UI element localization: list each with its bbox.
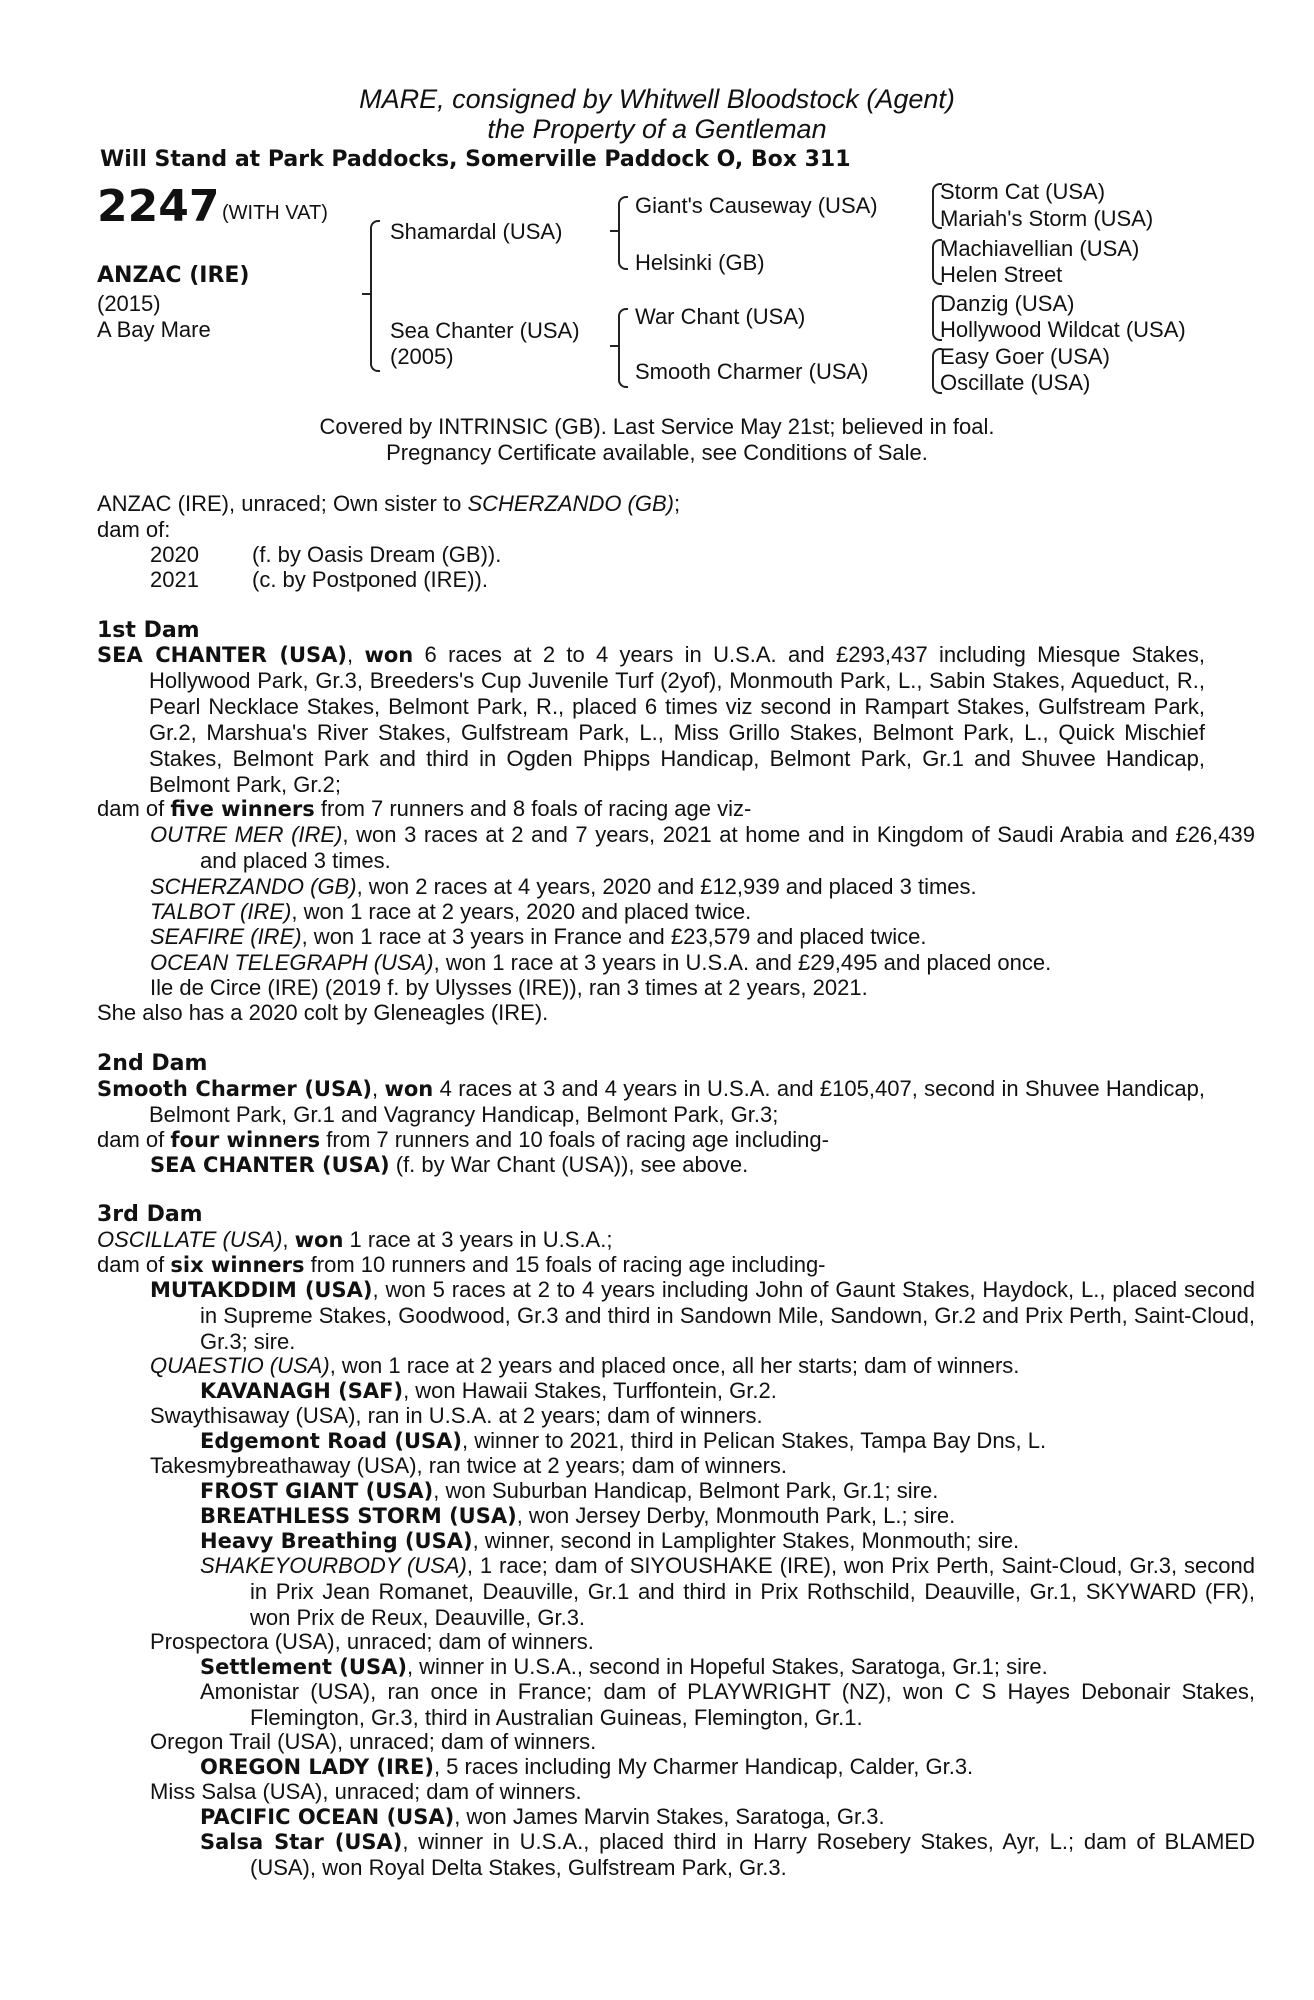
second-dam-produce: SEA CHANTER (USA) (f. by War Chant (USA)), see above. <box>150 1152 749 1177</box>
produce-heavy-breathing: Heavy Breathing (USA), winner, second in Lamplighter Stakes, Monmouth; sire. <box>200 1528 1020 1553</box>
produce-oregon-lady: OREGON LADY (IRE), 5 races including My Charmer Handicap, Calder, Gr.3. <box>200 1754 974 1779</box>
pedigree-sss: Storm Cat (USA) <box>940 179 1106 204</box>
lot-number: 2247 <box>97 181 220 232</box>
produce-mutakddim: MUTAKDDIM (USA), won 5 races at 2 to 4 years including John of Gaunt Stakes, Haydock, L., placed second in Supreme Stakes, Goodwood, Gr.3 and third in Sandown Mile, Sandown, Gr.2 and Prix Perth, Saint-Cloud, Gr.3; sire. <box>150 1277 1255 1354</box>
produce-edgemont: Edgemont Road (USA), winner to 2021, third in Pelican Stakes, Tampa Bay Dns, L. <box>200 1428 1047 1453</box>
foal-year: 2021 <box>150 567 199 592</box>
pedigree-brace-dam-tip <box>610 345 618 347</box>
produce-prospectora: Prospectora (USA), unraced; dam of winners. <box>150 1629 594 1654</box>
produce-salsa-star: Salsa Star (USA), winner in U.S.A., placed third in Harry Rosebery Stakes, Ayr, L.; dam of BLAMED (USA), won Royal Delta Stakes, Gulfstream Park, Gr.3. <box>200 1829 1255 1880</box>
first-dam-heading: 1st Dam <box>97 618 200 643</box>
pedigree-brace-sire <box>618 196 628 270</box>
pedigree-dds: Easy Goer (USA) <box>940 344 1110 369</box>
pedigree-dam-sire: War Chant (USA) <box>635 304 806 329</box>
pedigree-brace-dam <box>618 308 628 388</box>
pedigree-sdd: Helen Street <box>940 262 1063 287</box>
produce-quaestio: QUAESTIO (USA), won 1 race at 2 years and placed once, all her starts; dam of winners. <box>150 1353 1020 1378</box>
intro-line: ANZAC (IRE), unraced; Own sister to SCHERZANDO (GB); <box>97 491 681 516</box>
second-dam-heading: 2nd Dam <box>97 1051 208 1076</box>
second-dam-paragraph: Smooth Charmer (USA), won 4 races at 3 and 4 years in U.S.A. and £105,407, second in Shuvee Handicap, Belmont Park, Gr.1 and Vagrancy Handicap, Belmont Park, Gr.3; <box>97 1076 1205 1127</box>
third-dam-heading: 3rd Dam <box>97 1202 203 1227</box>
covered-line-2: Pregnancy Certificate available, see Conditions of Sale. <box>386 440 928 465</box>
third-dam-line: OSCILLATE (USA), won 1 race at 3 years in U.S.A.; <box>97 1227 613 1252</box>
produce-pacific-ocean: PACIFIC OCEAN (USA), won James Marvin Stakes, Saratoga, Gr.3. <box>200 1804 885 1829</box>
first-dam-also: She also has a 2020 colt by Gleneagles (IRE). <box>97 1000 549 1025</box>
pedigree-sds: Machiavellian (USA) <box>940 236 1140 261</box>
pedigree-brace-main <box>370 220 380 372</box>
pedigree-ddd: Oscillate (USA) <box>940 370 1091 395</box>
produce-kavanagh: KAVANAGH (SAF), won Hawaii Stakes, Turffontein, Gr.2. <box>200 1378 777 1403</box>
foal-text: (c. by Postponed (IRE)). <box>252 567 488 592</box>
produce-breathless-storm: BREATHLESS STORM (USA), won Jersey Derby, Monmouth Park, L.; sire. <box>200 1503 956 1528</box>
first-dam-paragraph: SEA CHANTER (USA), won 6 races at 2 to 4 years in U.S.A. and £293,437 including Miesque Stakes, Hollywood Park, Gr.3, Breeders's Cup Juvenile Turf (2yof), Monmouth Park, L., Sabin Stakes, Aqueduct, R., Pearl Necklace Stakes, Belmont Park, R., placed 6 times viz second in Rampart Stakes, Gulfstream Park, Gr.2, Marshua's River Stakes, Gulfstream Park, L., Miss Grillo Stakes, Belmont Park, L., Quick Mischief Stakes, Belmont Park and third in Ogden Phipps Handicap, Belmont Park, Gr.1 and Shuvee Handicap, Belmont Park, Gr.2; <box>97 642 1205 797</box>
produce-swaythisaway: Swaythisaway (USA), ran in U.S.A. at 2 years; dam of winners. <box>150 1403 763 1428</box>
horse-name: ANZAC (IRE) <box>97 263 250 288</box>
pedigree-dam: Sea Chanter (USA) <box>390 318 580 343</box>
produce-settlement: Settlement (USA), winner in U.S.A., second in Hopeful Stakes, Saratoga, Gr.1; sire. <box>200 1654 1048 1679</box>
pedigree-dam-dam: Smooth Charmer (USA) <box>635 359 869 384</box>
stand-location: Will Stand at Park Paddocks, Somerville Paddock O, Box 311 <box>100 147 851 172</box>
pedigree-sire: Shamardal (USA) <box>390 219 563 244</box>
header-line-2: the Property of a Gentleman <box>487 114 827 144</box>
produce-item: OCEAN TELEGRAPH (USA), won 1 race at 3 years in U.S.A. and £29,495 and placed once. <box>150 950 1052 975</box>
produce-amonistar: Amonistar (USA), ran once in France; dam of PLAYWRIGHT (NZ), won C S Hayes Debonair Stakes, Flemington, Gr.3, third in Australian Guineas, Flemington, Gr.1. <box>200 1679 1255 1730</box>
second-dam-dam-of: dam of four winners from 7 runners and 10 foals of racing age including- <box>97 1127 829 1152</box>
pedigree-sire-dam: Helsinki (GB) <box>635 250 765 275</box>
vat-label: (WITH VAT) <box>222 202 328 224</box>
horse-description: A Bay Mare <box>97 317 211 342</box>
pedigree-sire-sire: Giant's Causeway (USA) <box>635 193 878 218</box>
produce-takesmybreathaway: Takesmybreathaway (USA), ran twice at 2 years; dam of winners. <box>150 1453 788 1478</box>
pedigree-brace-main-tip <box>362 293 370 295</box>
horse-year: (2015) <box>97 291 161 316</box>
produce-item-ile: Ile de Circe (IRE) (2019 f. by Ulysses (IRE)), ran 3 times at 2 years, 2021. <box>150 975 868 1000</box>
produce-oregon-trail: Oregon Trail (USA), unraced; dam of winners. <box>150 1729 597 1754</box>
pedigree-dsd: Hollywood Wildcat (USA) <box>940 317 1186 342</box>
foal-year: 2020 <box>150 542 199 567</box>
third-dam-dam-of: dam of six winners from 10 runners and 15 foals of racing age including- <box>97 1252 826 1277</box>
produce-item: TALBOT (IRE), won 1 race at 2 years, 2020 and placed twice. <box>150 899 752 924</box>
intro-dam-of: dam of: <box>97 517 171 542</box>
header-line-1: MARE, consigned by Whitwell Bloodstock (Agent) <box>359 84 955 114</box>
produce-item: OUTRE MER (IRE), won 3 races at 2 and 7 years, 2021 at home and in Kingdom of Saudi Arabia and £26,439 and placed 3 times. <box>150 822 1255 873</box>
produce-item: SCHERZANDO (GB), won 2 races at 4 years, 2020 and £12,939 and placed 3 times. <box>150 874 977 899</box>
pedigree-dam-year: (2005) <box>390 344 454 369</box>
produce-shakeyourbody: SHAKEYOURBODY (USA), 1 race; dam of SIYOUSHAKE (IRE), won Prix Perth, Saint-Cloud, Gr.3, second in Prix Jean Romanet, Deauville, Gr.1 and third in Prix Rothschild, Deauville, Gr.1, SKYWARD (FR), won Prix de Reux, Deauville, Gr.3. <box>200 1553 1255 1630</box>
foal-text: (f. by Oasis Dream (GB)). <box>252 542 502 567</box>
pedigree-dss: Danzig (USA) <box>940 291 1075 316</box>
covered-line-1: Covered by INTRINSIC (GB). Last Service May 21st; believed in foal. <box>319 414 995 439</box>
pedigree-ssd: Mariah's Storm (USA) <box>940 206 1154 231</box>
produce-item: SEAFIRE (IRE), won 1 race at 3 years in France and £23,579 and placed twice. <box>150 924 927 949</box>
first-dam-dam-of: dam of five winners from 7 runners and 8 foals of racing age viz- <box>97 796 752 821</box>
pedigree-brace-sire-tip <box>610 230 618 232</box>
produce-frost-giant: FROST GIANT (USA), won Suburban Handicap, Belmont Park, Gr.1; sire. <box>200 1478 939 1503</box>
produce-miss-salsa: Miss Salsa (USA), unraced; dam of winners. <box>150 1779 582 1804</box>
